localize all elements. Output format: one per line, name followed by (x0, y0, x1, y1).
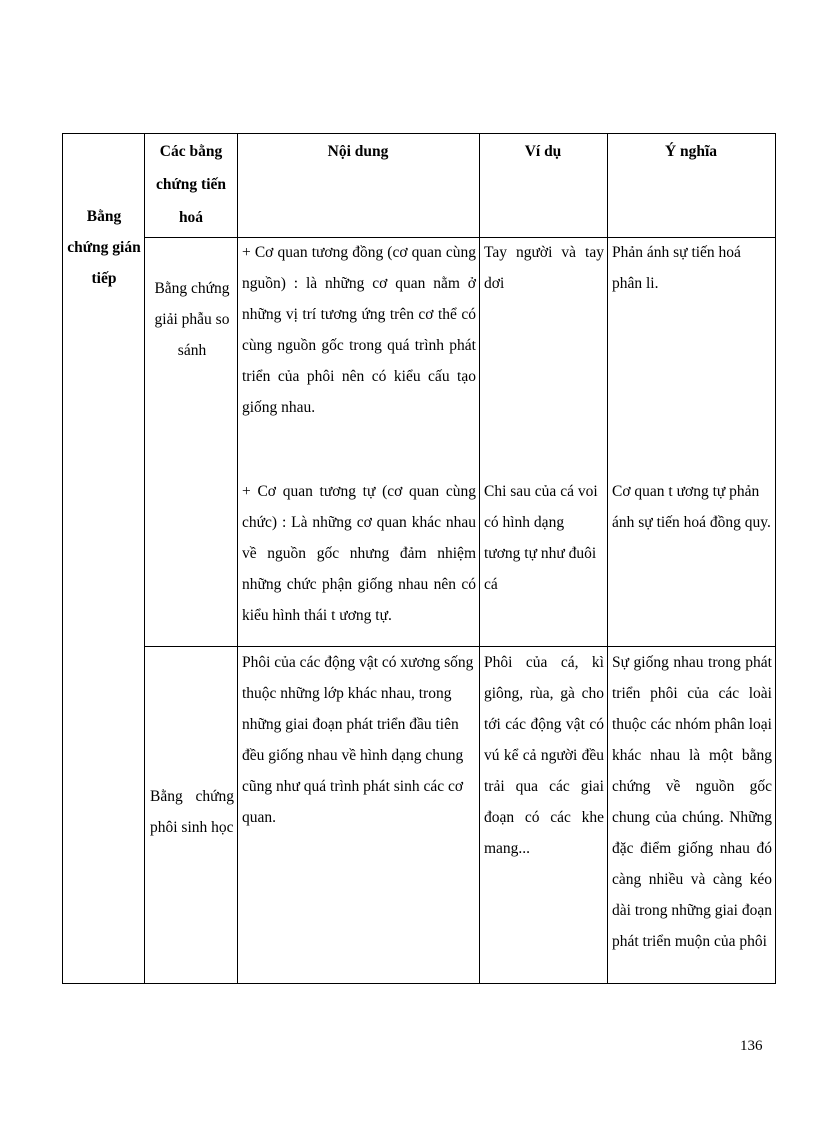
header-meaning: Ý nghĩa (664, 143, 718, 160)
table-right-border (775, 133, 776, 984)
evidence-anatomy-label: Bằng chứng giải phẫu so sánh (154, 280, 230, 359)
embryology-content: Phôi của các động vật có xương sống thuộc những lớp khác nhau, trong những giai đoạn phát triển đầu tiên đều giống nhau về hình dạng chung cũng như quá trình phát sinh các cơ quan. (242, 654, 474, 826)
evolution-evidence-table (62, 133, 776, 984)
page-number: 136 (740, 1038, 763, 1054)
col-divider-2 (237, 133, 238, 984)
embryology-meaning: Sự giống nhau trong phát triển phôi của các loài thuộc các nhóm phân loại khác nhau là một bằng chứng về nguồn gốc chung của chúng. Những đặc điểm giống nhau đó càng nhiều và càng kéo dài trong những giai đoạn phát triển muộn của phôi (612, 654, 772, 950)
table-left-border (62, 133, 63, 984)
col-divider-4 (607, 133, 608, 984)
analogous-organ-meaning: Cơ quan t ương tự phản ánh sự tiến hoá đồng quy. (612, 483, 771, 531)
analogous-organ-example: Chi sau của cá voi có hình dạng tương tự như đuôi cá (484, 483, 598, 593)
homologous-organ-example: Tay người và tay dơi (484, 244, 604, 292)
header-indirect-evidence: Bằng chứng gián tiếp (67, 208, 141, 287)
table-bottom-border (62, 983, 776, 984)
col-divider-3 (479, 133, 480, 984)
table-top-border (62, 133, 776, 134)
header-example: Ví dụ (524, 143, 562, 160)
header-evidence-types: Các bằng chứng tiến hoá (155, 143, 226, 226)
evidence-embryology-label: Bằng chứng phôi sinh học (150, 788, 234, 836)
col-divider-1 (144, 133, 145, 984)
header-content: Nội dung (327, 143, 389, 160)
analogous-organ-content: + Cơ quan tương tự (cơ quan cùng chức) : Là những cơ quan khác nhau về nguồn gốc nhưng đảm nhiệm những chức phận giống nhau nên có kiểu hình thái t ương tự. (242, 483, 476, 624)
homologous-organ-meaning: Phản ánh sự tiến hoá phân li. (612, 244, 741, 292)
homologous-organ-content: + Cơ quan tương đồng (cơ quan cùng nguồn) : là những cơ quan nằm ở những vị trí tương ứng trên cơ thể có cùng nguồn gốc trong quá trình phát triển của phôi nên có kiểu cấu tạo giống nhau. (242, 244, 476, 416)
embryology-example: Phôi của cá, kì giông, rùa, gà cho tới các động vật có vú kể cả người đều trải qua các giai đoạn có các khe mang... (484, 654, 604, 857)
